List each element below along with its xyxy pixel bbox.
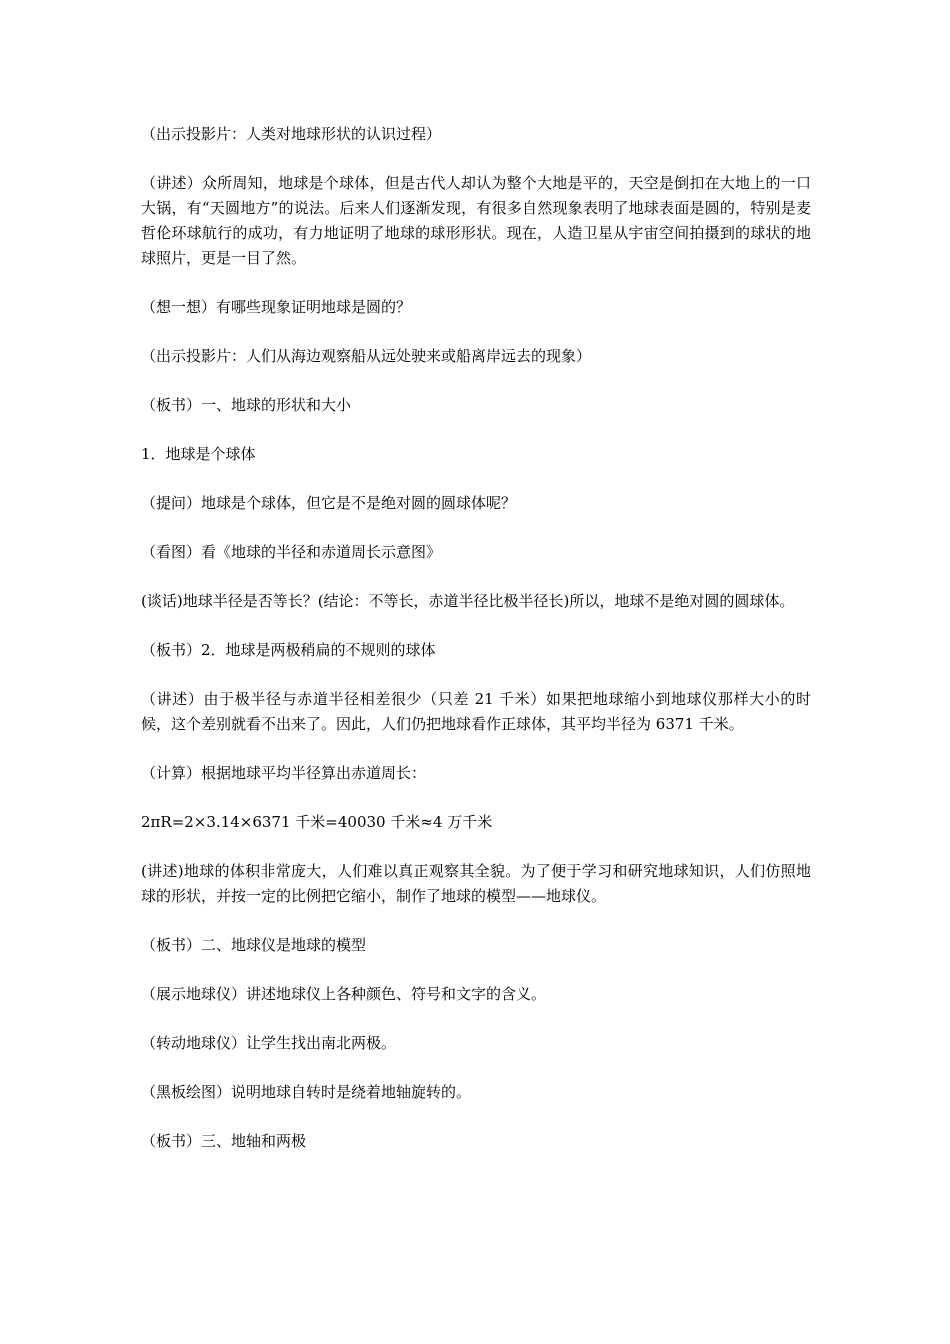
paragraph-look-diagram: （看图）看《地球的半径和赤道周长示意图》 [141, 543, 442, 561]
paragraph-board-point-2: （板书）2．地球是两极稍扁的不规则的球体 [141, 641, 436, 659]
paragraph-think-question: （想一想）有哪些现象证明地球是圆的？ [141, 298, 412, 316]
paragraph-lecture-earth-sphere: （讲述）众所周知，地球是个球体，但是古代人却认为整个大地是平的，天空是倒扣在大地上的一口大锅，有“天圆地方”的说法。后来人们逐渐发现，有很多自然现象表明了地球表面是圆的，特别是麦哲伦环球航行的成功，有力地证明了地球的球形形状。现在，人造卫星从宇宙空间拍摄到的球状的地球照片，更是一目了然。 [141, 174, 811, 267]
paragraph-projection-shape-history: （出示投影片：人类对地球形状的认识过程） [141, 125, 442, 143]
paragraph-lecture-globe-model: (讲述)地球的体积非常庞大，人们难以真正观察其全貌。为了便于学习和研究地球知识，人们仿照地球的形状，并按一定的比例把它缩小，制作了地球的模型——地球仪。 [141, 862, 811, 905]
paragraph-blackboard-drawing: （黑板绘图）说明地球自转时是绕着地轴旋转的。 [141, 1083, 472, 1101]
paragraph-board-section-1: （板书）一、地球的形状和大小 [141, 396, 352, 414]
paragraph-point-1: 1．地球是个球体 [141, 445, 256, 463]
paragraph-discussion-radius: (谈话)地球半径是否等长？(结论：不等长，赤道半径比极半径长)所以，地球不是绝对圆的圆球体。 [141, 592, 795, 610]
paragraph-projection-ship: （出示投影片：人们从海边观察船从远处驶来或船离岸远去的现象） [141, 347, 592, 365]
paragraph-calculation-intro: （计算）根据地球平均半径算出赤道周长： [141, 764, 427, 782]
document-body [141, 122, 811, 1178]
paragraph-question-perfect-sphere: （提问）地球是个球体，但它是不是绝对圆的圆球体呢？ [141, 494, 517, 512]
paragraph-show-globe: （展示地球仪）讲述地球仪上各种颜色、符号和文字的含义。 [141, 985, 547, 1003]
paragraph-board-section-3: （板书）三、地轴和两极 [141, 1132, 307, 1150]
paragraph-board-section-2: （板书）二、地球仪是地球的模型 [141, 936, 367, 954]
paragraph-rotate-globe: （转动地球仪）让学生找出南北两极。 [141, 1034, 397, 1052]
paragraph-lecture-radius-difference: （讲述）由于极半径与赤道半径相差很少（只差 21 千米）如果把地球缩小到地球仪那样大小的时候，这个差别就看不出来了。因此，人们仍把地球看作正球体，其平均半径为 6371 千米。 [141, 690, 811, 733]
paragraph-formula: 2πR=2×3.14×6371 千米=40030 千米≈4 万千米 [141, 813, 493, 831]
